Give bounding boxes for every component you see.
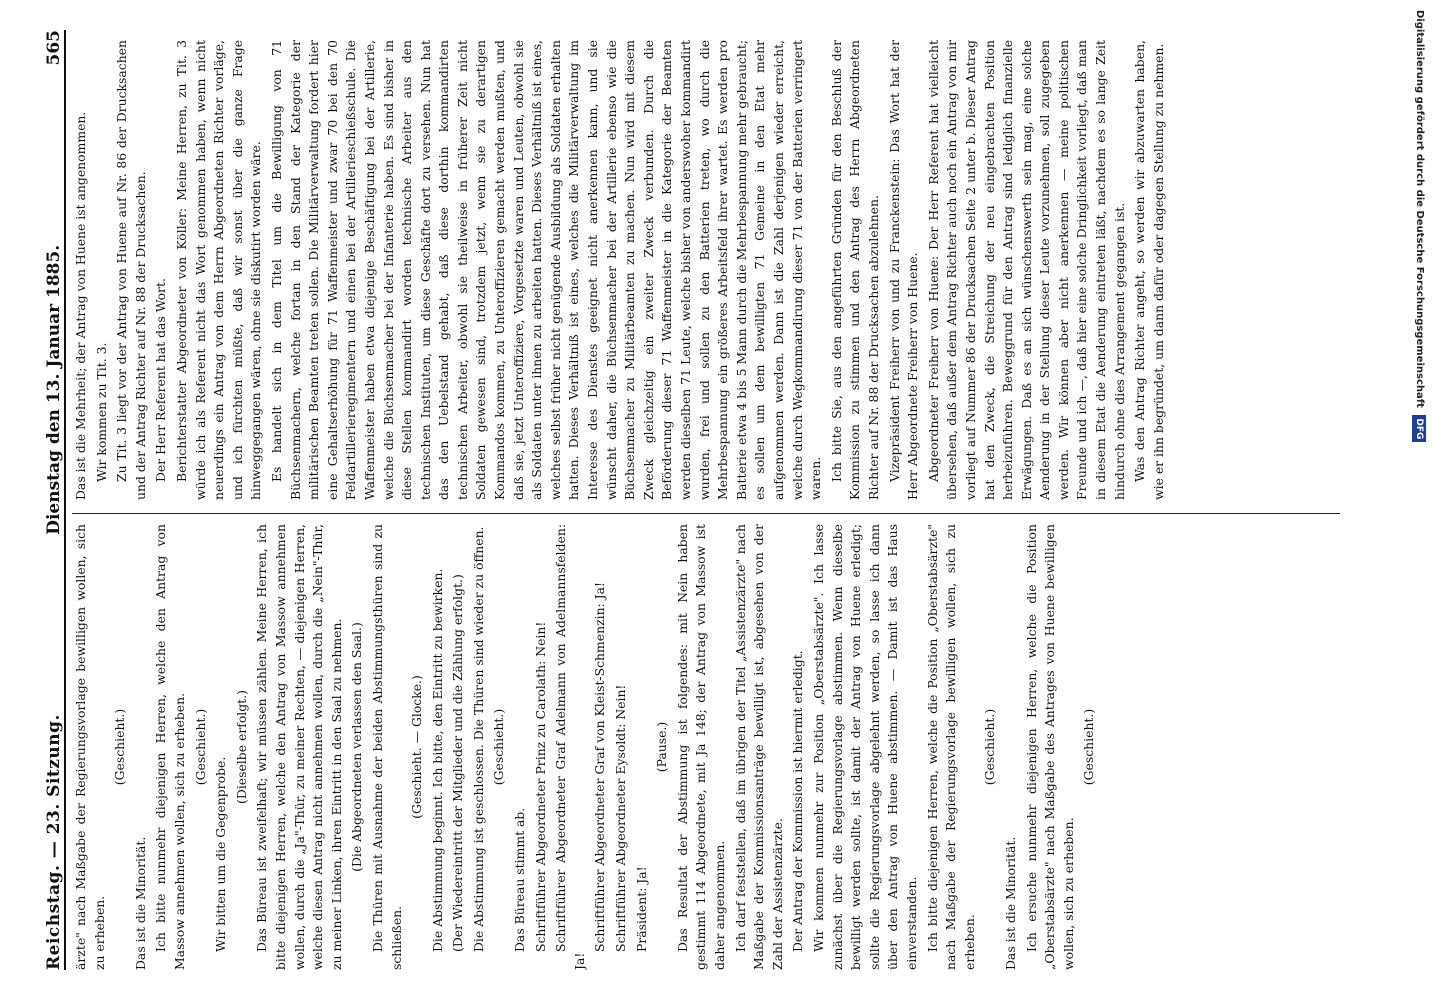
dfg-logo: DFG (1412, 415, 1426, 442)
paragraph: Was den Antrag Richter angeht, so werden wir abzuwarten haben, wie er ihn begründet, um dann dafür oder dagegen Stellung zu nehmen. (1132, 40, 1166, 500)
paragraph: Der Herr Referent hat das Wort. (153, 278, 169, 482)
paragraph: Die Thüren mit Ausnahme der beiden Abstimmungsthüren sind zu schließen. (369, 524, 404, 970)
paragraph: Ich ersuche nunmehr diejenigen Herren, welche die Position „Oberstabsärzte" nach Maßgabe des Antrages von Huene bewilligen wollen, sich zu erheben. (1023, 524, 1076, 970)
paragraph: Wir kommen nunmehr zur Position „Oberstabsärzte". Ich lasse zunächst über die Regierungsvorlage abstimmen. Wenn dieselbe bewilligt werden sollte, ist damit der Antrag von Huene erledigt; sollte die Regierungsvorlage abgelehnt werden, so lasse ich dann über den Antrag von Huene abstimmen. — Damit ist das Haus einverstanden. (810, 524, 919, 970)
paragraph: Schriftführer Abgeordneter Prinz zu Carolath: Nein! (532, 621, 548, 952)
left-column (72, 524, 1340, 970)
paragraph: Der Antrag der Kommission ist hiermit erledigt. (790, 650, 806, 952)
paragraph: Das Resultat der Abstimmung ist folgendes: mit Nein haben gestimmt 114 Abgeordnete, mit Ja 148; der Antrag von Massow ist daher angenommen. (674, 524, 727, 970)
paragraph: Das ist die Mehrheit; der Antrag von Huene ist angenommen. (73, 111, 88, 500)
paragraph: Schriftführer Abgeordneter Eysoldt: Nein! (613, 684, 629, 952)
paragraph: Schriftführer Abgeordneter Graf Adelmann von Adelmannsfelden: Ja! (553, 524, 587, 970)
paragraph: Das ist die Minorität. (132, 836, 148, 970)
paragraph: (Die Abgeordneten verlassen den Saal.) (349, 622, 365, 872)
paragraph: Wir bitten um die Gegenprobe. (213, 756, 229, 952)
paragraph: Zu Tit. 3 liegt vor der Antrag von Huene auf Nr. 86 der Drucksachen und der Antrag Richter auf Nr. 88 der Drucksachen. (114, 40, 148, 500)
page-header (30, 30, 66, 970)
paragraph: (Geschieht.) (1081, 708, 1097, 786)
paragraph: Abgeordneter Freiherr von Huene: Der Herr Referent hat vielleicht übersehen, daß außer dem Antrag Richter auch noch ein Antrag von mir vorliegt auf Nummer 86 der Drucksachen Seite 2 unter b. Dieser Antrag hat den Zweck, die Streichung der neu eingebrachten Position herbeizuführen. Beweggrund für den Antrag sind lediglich finanzielle Erwägungen. Daß es an sich wünschenswerth sein mag, eine solche Aenderung in der Stellung dieser Leute vorzunehmen, soll zugegeben werden. Wir können aber nicht anerkennen — meine politischen Freunde und ich —, daß hier eine solche Dringlichkeit vorliegt, daß man in diesem Etat die Aenderung eintreten läßt, nachdem es so lange Zeit hindurch ohne dies Arrangement gegangen ist. (925, 40, 1127, 500)
dfg-notice-text: Digitalisierung gefördert durch die Deutsche Forschungsgemeinschaft (1414, 10, 1425, 408)
paragraph: Wir kommen zu Tit. 3. (93, 342, 109, 482)
right-column (72, 40, 1340, 500)
header-session: Reichstag. — 23. Sitzung. (44, 714, 64, 970)
paragraph: (Geschieht. — Glocke.) (409, 675, 425, 819)
paragraph: (Geschieht.) (982, 708, 998, 786)
paragraph: Präsident: Ja! (633, 866, 649, 952)
paragraph: ärzte" nach Maßgabe der Regierungsvorlage bewilligen wollen, sich zu erheben. (73, 524, 107, 970)
paragraph: (Geschieht.) (491, 708, 507, 786)
paragraph: Berichterstatter Abgeordneter von Köller: Meine Herren, zu Tit. 3 würde ich als Referent nicht das Wort genommen haben, wenn nicht neuerdings ein Antrag von dem Herrn Abgeordneten Richter vorläge, und ich fürchten müßte, daß wir sonst über die ganze Frage hinweggegangen wären, ohne sie diskutirt worden wäre. (173, 40, 264, 500)
dfg-side-notice (1408, 6, 1430, 996)
paragraph: (Geschieht.) (112, 708, 128, 786)
paragraph: Schriftführer Abgeordneter Graf von Kleist-Schmenzin: Ja! (592, 581, 608, 952)
paragraph: Ich bitte diejenigen Herren, welche die Position „Oberstabsärzte" nach Maßgabe der Regierungsvorlage bewilligen wollen, sich zu erheben. (924, 524, 977, 970)
header-date: Dienstag den 13. Januar 1885. (44, 244, 64, 535)
paragraph: Das Büreau ist zweifelhaft; wir müssen zählen. Meine Herren, ich bitte diejenigen Herren, welche den Antrag von Massow annehmen wollen, durch die „Ja"-Thür, zu meiner Rechten, — diejenigen Herren, welche diesen Antrag nicht annehmen wollen, durch die „Nein"-Thür, zu meiner Linken, ihren Eintritt in den Saal zu nehmen. (254, 524, 344, 970)
paragraph: Vizepräsident Freiherr von und zu Franckenstein: Das Wort hat der Herr Abgeordnete Freiherr von Huene. (886, 40, 921, 500)
paragraph: Ich bitte Sie, aus den angeführten Gründen für den Beschluß der Kommission zu stimmen und den Antrag des Herrn Abgeordneten Richter auf Nr. 88 der Drucksachen abzulehnen. (828, 40, 881, 500)
paragraph: Ich darf feststellen, daß im übrigen der Titel „Assistenzärzte" nach Maßgabe der Kommissionsanträge bewilligt ist, abgesehen von der Zahl der Assistenzärzte. (732, 524, 785, 970)
paragraph: Das Büreau stimmt ab. (512, 807, 528, 952)
paragraph: (Der Wiedereintritt der Mitglieder und die Zählung erfolgt.) (450, 574, 466, 952)
paragraph: Die Abstimmung ist geschlossen. Die Thüren sind wieder zu öffnen. (470, 526, 486, 952)
column-divider (72, 513, 1340, 514)
paragraph: Ich bitte nunmehr diejenigen Herren, welche den Antrag von Massow annehmen wollen, sich zu erheben. (153, 524, 187, 970)
paragraph: Das ist die Minorität. (1002, 836, 1018, 970)
page-number: 565 (44, 30, 64, 66)
paragraph: (Geschieht.) (192, 708, 208, 786)
paragraph: Die Abstimmung beginnt. Ich bitte, den Eintritt zu bewirken. (429, 568, 445, 952)
paragraph: (Pause.) (654, 721, 670, 773)
paragraph: (Dieselbe erfolgt.) (233, 690, 249, 804)
paragraph: Es handelt sich in dem Titel um die Bewilligung von 71 Büchsenmachern, welche fortan in den Stand der Kategorie der militärischen Beamten treten sollen. Die Militärverwaltung fordert hier eine Gehaltserhöhung für 71 Waffenmeister und zwar 70 bei den 70 Feldartillerieregimentern und einen bei der Artillerieschießschule. Die Waffenmeister haben etwa diejenige Beschäftigung bei der Artillerie, welche die Büchsenmacher bei der Infanterie haben. Es sind bisher in diese Stellen kommandirt worden technische Arbeiter aus den technischen Instituten, um diese Geschäfte dort zu versehen. Nun hat das den Uebelstand gehabt, daß diese dorthin kommandirten technischen Arbeiter, obwohl sie theilweise in früherer Zeit nicht Soldaten gewesen sind, trotzdem jetzt, wenn sie zu derartigen Kommandos kommen, zu Unteroffizieren gemacht werden mußten, und daß sie, jetzt Unteroffiziere, Vorgesetzte waren und Leuten, obwohl sie als Soldaten unter ihnen zu arbeiten hatten. Dieses Verhältniß ist eines, welches selbst früher nicht genügende Ausbildung als Soldaten erhalten hatten. Dieses Verhältniß ist eines, welches die Militärverwaltung im Interesse des Dienstes geeignet nicht anerkennen kann, und sie wünscht daher, die Büchsenmacher bei der Artillerie ebenso wie die Büchsenmacher zu Militärbeamten zu machen. Nun wird mit diesem Zweck gleichzeitig ein zweiter Zweck verbunden. Durch die Beförderung dieser 71 Waffenmeister in die Kategorie der Beamten werden dieselben 71 Leute, welche bisher von anderswoher kommandirt wurden, frei und sollen zu den Batterien treten, wo durch die Mehrbespannung ein größeres Arbeitsfeld ihrer wartet. Es werden pro Batterie etwa 4 bis 5 Mann durch die Mehrbespannung mehr gebraucht; es sollen um dem bewilligten 71 Gemeine in den Etat mehr aufgenommen werden. Dann ist die Zahl derjenigen wieder erreicht, welche durch Wegkommandirung dieser 71 von der Batterien verringert waren. (268, 40, 824, 500)
